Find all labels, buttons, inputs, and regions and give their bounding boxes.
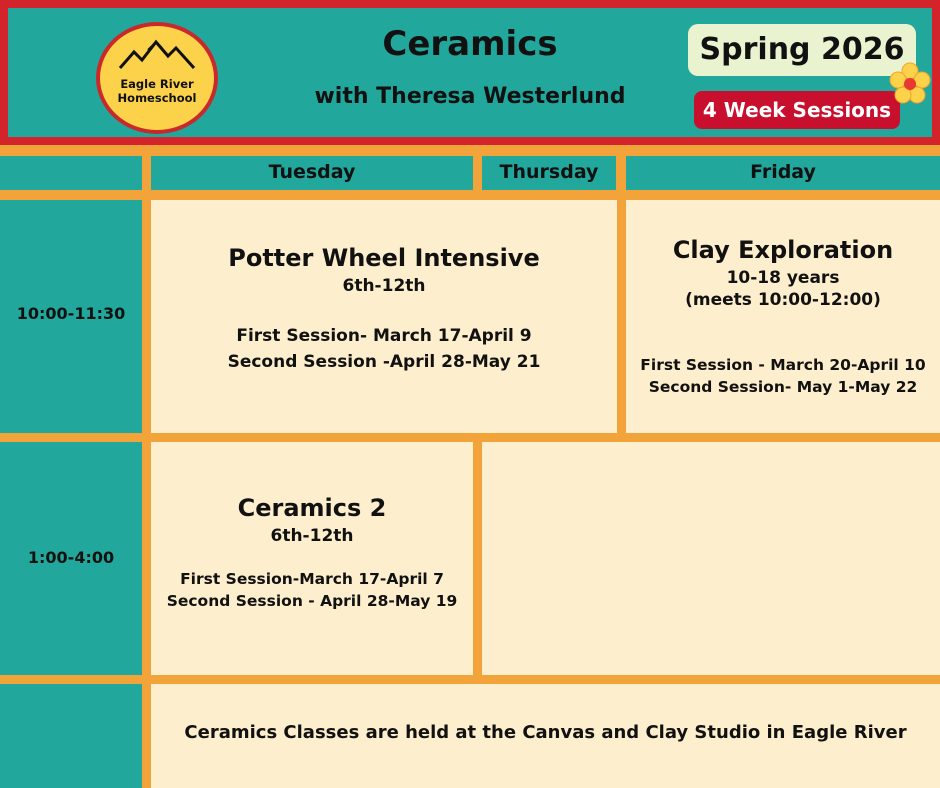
clay-exploration-cell <box>626 200 940 433</box>
day-header-tuesday: Tuesday <box>151 156 473 190</box>
instructor-subtitle: with Theresa Westerlund <box>314 84 626 109</box>
logo-line-2: Homeschool <box>117 91 197 105</box>
clay-exploration-second-session: Second Session- May 1-May 22 <box>648 378 918 396</box>
clay-exploration-title: Clay Exploration <box>672 236 894 264</box>
ceramics-2-first-session: First Session-March 17-April 7 <box>180 570 444 588</box>
corner-cell <box>0 156 142 190</box>
footer-corner-cell <box>0 684 142 788</box>
potter-wheel-second-session: Second Session -April 28-May 21 <box>227 352 541 372</box>
time-slot-afternoon: 1:00-4:00 <box>0 442 142 675</box>
potter-wheel-title: Potter Wheel Intensive <box>228 244 540 272</box>
clay-exploration-first-session: First Session - March 20-April 10 <box>640 356 926 374</box>
time-slot-morning: 10:00-11:30 <box>0 200 142 433</box>
ceramics-2-cell <box>151 442 473 675</box>
flower-icon <box>888 62 932 106</box>
empty-cell <box>482 442 940 675</box>
potter-wheel-grades: 6th-12th <box>342 276 426 296</box>
logo-line-1: Eagle River <box>120 77 194 91</box>
session-length-badge: 4 Week Sessions <box>694 91 900 129</box>
location-note: Ceramics Classes are held at the Canvas and Clay Studio in Eagle River <box>151 684 940 788</box>
potter-wheel-first-session: First Session- March 17-April 9 <box>236 326 532 346</box>
potter-wheel-cell <box>151 200 617 433</box>
ceramics-2-title: Ceramics 2 <box>237 494 387 522</box>
page-title: Ceramics <box>382 24 558 64</box>
ceramics-2-second-session: Second Session - April 28-May 19 <box>166 592 458 610</box>
clay-exploration-meets: (meets 10:00-12:00) <box>685 290 881 310</box>
school-logo <box>96 22 218 134</box>
day-header-friday: Friday <box>626 156 940 190</box>
ceramics-2-grades: 6th-12th <box>270 526 354 546</box>
clay-exploration-ages: 10-18 years <box>726 268 840 288</box>
mountain-icon <box>118 38 196 74</box>
season-badge: Spring 2026 <box>688 24 916 76</box>
day-header-thursday: Thursday <box>482 156 616 190</box>
